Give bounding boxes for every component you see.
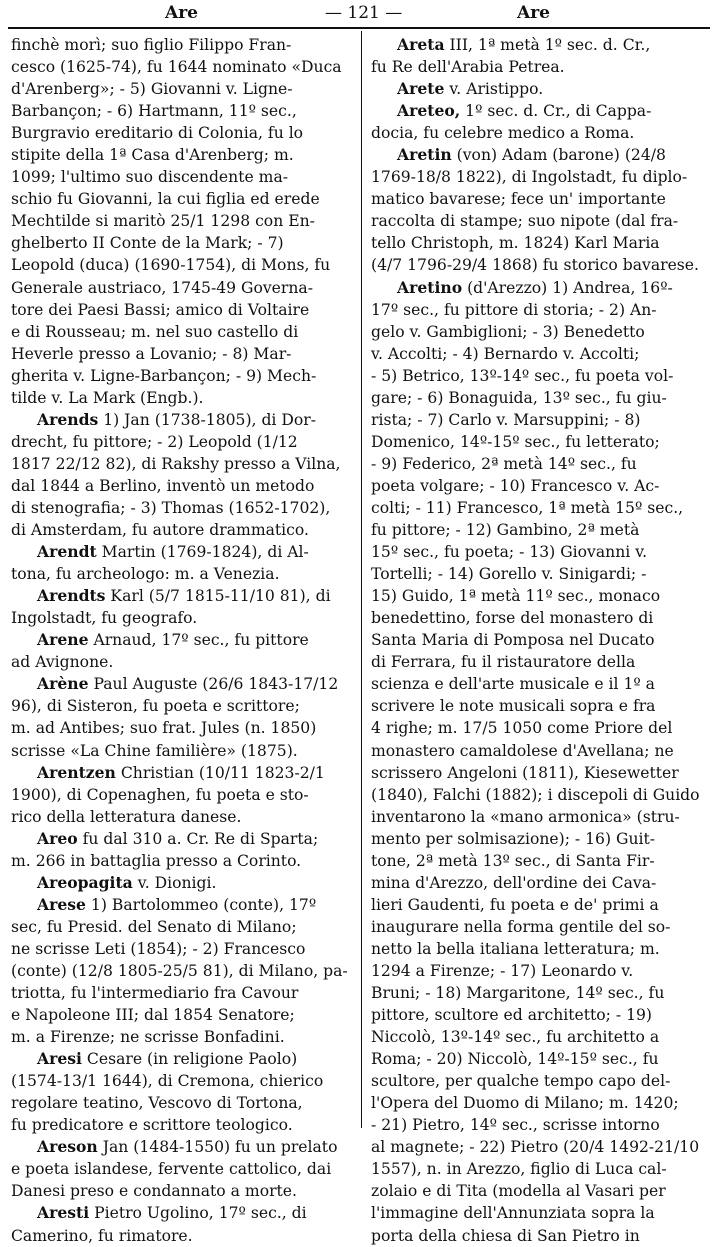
text-line: colti; - 11) Francesco, 1ª metà 15º sec., (371, 498, 684, 517)
headword: Aresi (37, 1049, 82, 1069)
column-divider (361, 31, 362, 1128)
headword: Arendts (37, 586, 106, 606)
text-line: al magnete; - 22) Pietro (20/4 1492-21/10 (371, 1138, 700, 1157)
text-line: Burgravio ereditario di Colonia, fu lo (11, 124, 304, 143)
headword: Areo (37, 828, 78, 848)
text-line: 1817 22/12 82), di Rakshy presso a Vilna, (11, 454, 341, 473)
entry-first-line: Arene Arnaud, 17º sec., fu pittore (37, 630, 309, 650)
text-line: scrissero Angeloni (1811), Kiesewetter (371, 763, 679, 782)
text-line: - 21) Pietro, 14º sec., scrisse intorno (371, 1116, 660, 1135)
text-line: m. ad Antibes; suo frat. Jules (n. 1850) (11, 719, 317, 738)
text-line: 4 righe; m. 17/5 1050 come Priore del (371, 719, 673, 738)
text-line: zolaio e di Tita (modella al Vasari per (371, 1182, 666, 1201)
text-line: fu pittore; - 12) Gambino, 2ª metà (371, 521, 640, 540)
text-line: di Amsterdam, fu autore drammatico. (11, 521, 309, 540)
text-line: gelo v. Gambiglioni; - 3) Benedetto (371, 322, 645, 341)
entry-first-line: Arène Paul Auguste (26/6 1843-17/12 (37, 674, 339, 694)
text-line: mina d'Arezzo, dell'ordine dei Cava- (371, 873, 657, 892)
text-line: scrivere le note musicali sopra e fra (371, 697, 656, 716)
text-line: Niccolò, 13º-14º sec., fu architetto a (371, 1028, 660, 1047)
text-line: Santa Maria di Pomposa nel Ducato (371, 631, 655, 650)
text-line: Barbançon; - 6) Hartmann, 11º sec., (11, 102, 297, 121)
text-line: Danesi preso e condannato a morte. (11, 1182, 297, 1201)
text-line: matico bavarese; fece un' importante (371, 190, 666, 209)
entry-first-line: Areta III, 1ª metà 1º sec. d. Cr., (397, 35, 651, 54)
text-line: Generale austriaco, 1745-49 Governa- (11, 278, 313, 297)
headword: Areta (397, 35, 445, 54)
text-line: (conte) (12/8 1805-25/5 81), di Milano, pa- (11, 961, 348, 980)
text-line: Camerino, fu rimatore. (11, 1226, 193, 1245)
text-line: e poeta islandese, fervente cattolico, dai (11, 1160, 332, 1179)
text-line: Ingolstadt, fu geografo. (11, 609, 198, 628)
text-line: scienza e dell'arte musicale e il 1º a (371, 675, 655, 694)
text-line: - 9) Federico, 2ª metà 14º sec., fu (371, 454, 637, 473)
entry-first-line: Aresti Pietro Ugolino, 17º sec., di (37, 1203, 307, 1223)
text-line: Bruni; - 18) Margaritone, 14º sec., fu (371, 984, 665, 1003)
text-line: Domenico, 14º-15º sec., fu letterato; (371, 432, 660, 451)
text-line: e di Rousseau; m. nel suo castello di (11, 322, 299, 341)
page-header (0, 0, 718, 30)
text-line: l'immagine dell'Annunziata sopra la (371, 1204, 655, 1223)
text-line: 17º sec., fu pittore di storia; - 2) An- (371, 300, 657, 319)
entry-first-line: Arentzen Christian (10/11 1823-2/1 (37, 762, 325, 782)
text-line: Tortelli; - 14) Gorello v. Sinigardi; - (371, 565, 647, 584)
text-line: docia, fu celebre medico a Roma. (371, 124, 635, 143)
text-line: (1840), Falchi (1882); i discepoli di Guido (371, 785, 700, 804)
text-line: poeta volgare; - 10) Francesco v. Ac- (371, 476, 660, 495)
text-line: tello Christoph, m. 1824) Karl Maria (371, 234, 660, 253)
text-line: tore dei Paesi Bassi; amico di Voltaire (11, 300, 310, 319)
text-line: schio fu Giovanni, la cui figlia ed erede (11, 190, 320, 209)
headword: Arese (37, 894, 86, 914)
entry-first-line: Arends 1) Jan (1738-1805), di Dor- (37, 409, 316, 429)
headword: Areopagita (37, 872, 133, 892)
text-line: 1769-18/8 1822), di Ingolstadt, fu diplo- (371, 168, 688, 187)
entry-first-line: Arendt Martin (1769-1824), di Al- (37, 542, 309, 562)
text-line: dal 1844 a Berlino, inventò un metodo (11, 476, 315, 495)
headword: Aretino (397, 277, 463, 297)
left-column (11, 34, 354, 1247)
headword: Aretin (397, 145, 452, 165)
headword: Arete (397, 79, 445, 99)
page-number: — 121 — (325, 3, 403, 23)
text-line: inventarono la «mano armonica» (stru- (371, 807, 680, 826)
entry-first-line: Areopagita v. Dionigi. (37, 872, 217, 892)
text-line: drecht, fu pittore; - 2) Leopold (1/12 (11, 432, 298, 451)
text-line: v. Accolti; - 4) Bernardo v. Accolti; (371, 344, 640, 363)
text-line: monastero camaldolese d'Avellana; ne (371, 741, 674, 760)
text-line: porta della chiesa di San Pietro in (371, 1226, 640, 1245)
headword: Arendt (37, 542, 97, 562)
headword: Aresti (37, 1203, 90, 1223)
entry-first-line: Aretino (d'Arezzo) 1) Andrea, 16º- (397, 277, 673, 297)
text-line: tone, 2ª metà 13º sec., di Santa Fir- (371, 851, 655, 870)
headword: Arene (37, 630, 89, 650)
text-line: fu Re dell'Arabia Petrea. (371, 58, 565, 77)
headword: Arends (37, 409, 99, 429)
headword: Arentzen (37, 762, 116, 782)
text-line: 1294 a Firenze; - 17) Leonardo v. (371, 961, 634, 980)
text-line: m. a Firenze; ne scrisse Bonfadini. (11, 1028, 285, 1047)
text-line: tona, fu archeologo: m. a Venezia. (11, 565, 280, 584)
text-line: finchè morì; suo figlio Filippo Fran- (11, 36, 292, 54)
text-line: 15º sec., fu poeta; - 13) Giovanni v. (371, 543, 648, 562)
entry-first-line: Areson Jan (1484-1550) fu un prelato (37, 1137, 338, 1157)
text-line: m. 266 in battaglia presso a Corinto. (11, 851, 302, 870)
text-line: netto la bella italiana letteratura; m. (371, 939, 660, 958)
text-line: sec, fu Presid. del Senato di Milano; (11, 917, 297, 936)
text-line: 1900), di Copenaghen, fu poeta e sto- (11, 785, 309, 804)
text-line: Heverle presso a Lovanio; - 8) Mar- (11, 344, 292, 363)
entry-first-line: Aretin (von) Adam (barone) (24/8 (397, 145, 666, 165)
entry-first-line: Aresi Cesare (in religione Paolo) (37, 1049, 298, 1069)
text-line: Leopold (duca) (1690-1754), di Mons, fu (11, 256, 331, 275)
text-line: di Ferrara, fu il ristauratore della (371, 653, 636, 672)
headword: Arène (37, 674, 89, 694)
text-line: triotta, fu l'intermediario fra Cavour (11, 984, 299, 1003)
entry-first-line: Arese 1) Bartolommeo (conte), 17º (37, 894, 317, 914)
header-right-keyword: Are (517, 3, 550, 23)
entry-first-line: Areteo, 1º sec. d. Cr., di Cappa- (397, 101, 652, 121)
text-line: l'Opera del Duomo di Milano; m. 1420; (371, 1094, 679, 1113)
text-line: rico della letteratura danese. (11, 807, 242, 826)
text-line: 96), di Sisteron, fu poeta e scrittore; (11, 697, 300, 716)
text-line: (4/7 1796-29/4 1868) fu storico bavarese. (371, 256, 699, 275)
text-line: gare; - 6) Bonaguida, 13º sec., fu giu- (371, 388, 667, 407)
text-line: 1099; l'ultimo suo discendente ma- (11, 168, 289, 187)
text-line: stipite della 1ª Casa d'Arenberg; m. (11, 146, 294, 165)
text-line: d'Arenberg»; - 5) Giovanni v. Ligne- (11, 80, 293, 99)
entry-first-line: Arendts Karl (5/7 1815-11/10 81), di (37, 586, 331, 606)
text-line: gherita v. Ligne-Barbançon; - 9) Mech- (11, 366, 317, 385)
text-line: 15) Guido, 1ª metà 11º sec., monaco (371, 587, 661, 606)
text-line: e Napoleone III; dal 1854 Senatore; (11, 1006, 295, 1025)
text-line: di stenografia; - 3) Thomas (1652-1702), (11, 498, 331, 517)
entry-first-line: Arete v. Aristippo. (397, 79, 544, 99)
text-line: benedettino, forse del monastero di (371, 609, 654, 628)
text-line: fu predicatore e scrittore teologico. (11, 1116, 293, 1135)
header-left-keyword: Are (165, 3, 198, 23)
text-line: tilde v. La Mark (Engb.). (11, 388, 204, 407)
text-line: Roma; - 20) Niccolò, 14º-15º sec., fu (371, 1050, 659, 1069)
text-line: regolare teatino, Vescovo di Tortona, (11, 1094, 303, 1113)
text-line: lieri Gaudenti, fu poeta e de' primi a (371, 895, 659, 914)
text-line: scrisse «La Chine familière» (1875). (11, 741, 298, 760)
text-line: raccolta di stampe; suo nipote (dal fra- (371, 212, 679, 231)
text-line: Mechtilde si maritò 25/1 1298 con En- (11, 212, 315, 231)
text-line: (1574-13/1 1644), di Cremona, chierico (11, 1072, 324, 1091)
text-line: mento per solmisazione); - 16) Guit- (371, 829, 656, 848)
text-line: scultore, per qualche tempo capo del- (371, 1072, 671, 1091)
text-line: rista; - 7) Carlo v. Marsuppini; - 8) (371, 410, 641, 429)
right-column (371, 34, 714, 1247)
text-line: ad Avignone. (11, 653, 114, 672)
headword: Areteo, (397, 101, 461, 121)
text-line: ghelberto II Conte de la Mark; - 7) (11, 234, 284, 253)
text-line: 1557), n. in Arezzo, figlio di Luca cal- (371, 1160, 667, 1179)
text-line: pittore, scultore ed architetto; - 19) (371, 1006, 653, 1025)
text-line: inaugurare nella forma gentile del so- (371, 917, 671, 936)
text-line: cesco (1625-74), fu 1644 nominato «Duca (11, 58, 342, 77)
header-rule (8, 27, 710, 29)
headword: Areson (37, 1137, 98, 1157)
entry-first-line: Areo fu dal 310 a. Cr. Re di Sparta; (37, 828, 319, 848)
text-line: - 5) Betrico, 13º-14º sec., fu poeta vol- (371, 366, 674, 385)
text-line: ne scrisse Leti (1854); - 2) Francesco (11, 939, 306, 958)
